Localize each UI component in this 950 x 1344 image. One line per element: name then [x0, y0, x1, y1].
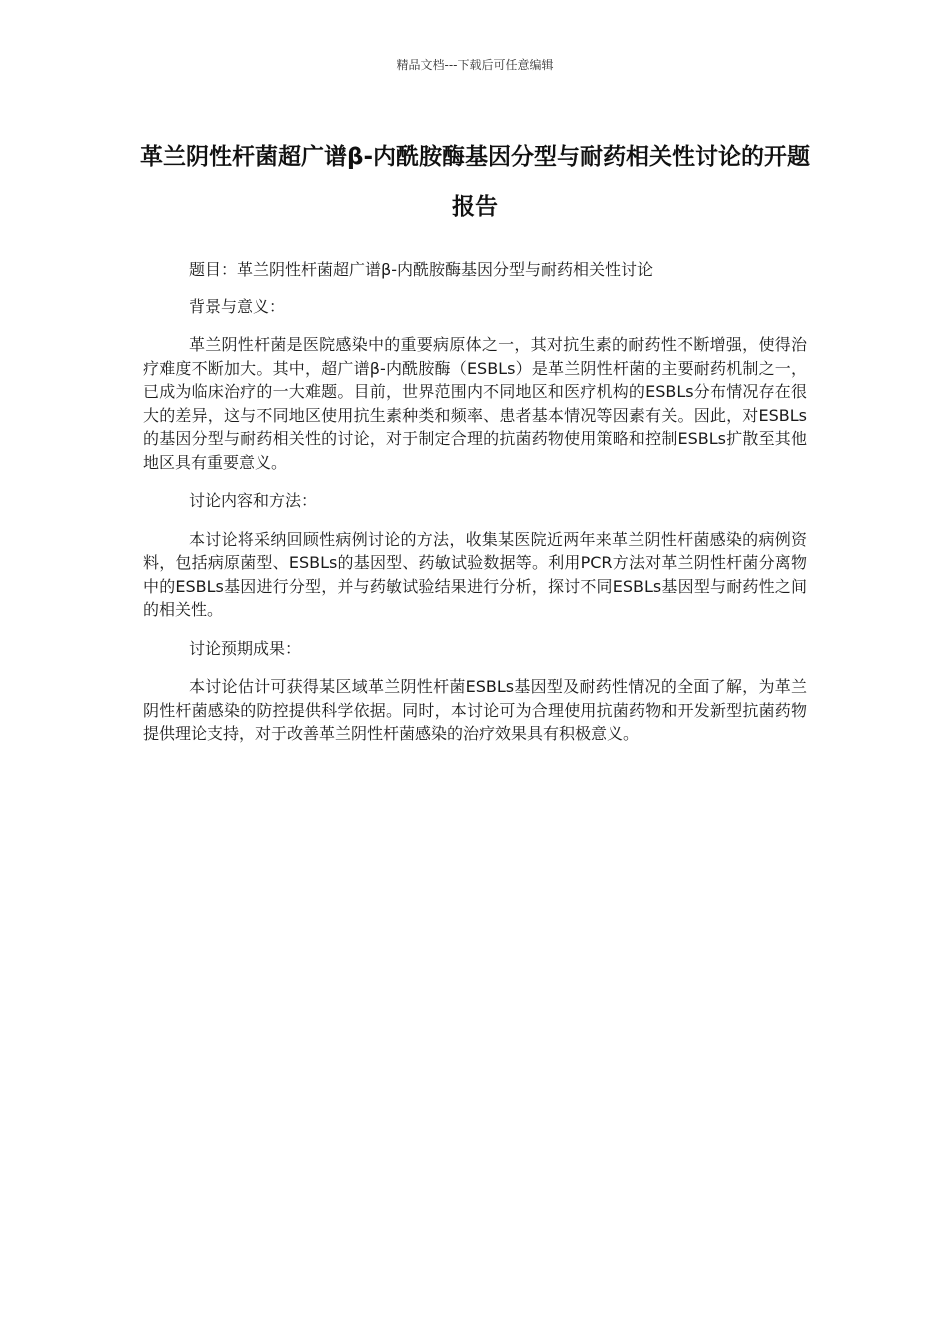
page-header: 精品文档---下载后可任意编辑 [396, 58, 554, 72]
section-body-background: 革兰阴性杆菌是医院感染中的重要病原体之一，其对抗生素的耐药性不断增强，使得治疗难度不断加大。其中，超广谱β-内酰胺酶（ESBLs）是革兰阴性杆菌的主要耐药机制之一，已成为临床治疗的一大难题。目前，世界范围内不同地区和医疗机构的ESBLs分布情况存在很大的差异，这与不同地区使用抗生素种类和频率、患者基本情况等因素有关。因此，对ESBLs的基因分型与耐药相关性的讨论，对于制定合理的抗菌药物使用策略和控制ESBLs扩散至其他地区具有重要意义。 [143, 335, 807, 472]
document-title: 革兰阴性杆菌超广谱β-内酰胺酶基因分型与耐药相关性讨论的开题报告 [140, 144, 811, 220]
section-heading-background: 背景与意义： [189, 296, 286, 316]
section-heading-methods: 讨论内容和方法： [189, 491, 318, 510]
section-heading-outcomes: 讨论预期成果： [189, 638, 302, 658]
section-body-methods: 本讨论将采纳回顾性病例讨论的方法，收集某医院近两年来革兰阴性杆菌感染的病例资料，包括病原菌型、ESBLs的基因型、药敏试验数据等。利用PCR方法对革兰阴性杆菌分离物中的ESBLs基因进行分型，并与药敏试验结果进行分析，探讨不同ESBLs基因型与耐药性之间的相关性。 [143, 529, 807, 619]
section-body-outcomes: 本讨论估计可获得某区域革兰阴性杆菌ESBLs基因型及耐药性情况的全面了解，为革兰阴性杆菌感染的防控提供科学依据。同时，本讨论可为合理使用抗菌药物和开发新型抗菌药物提供理论支持，对于改善革兰阴性杆菌感染的治疗效果具有积极意义。 [143, 677, 807, 743]
document-body [143, 258, 807, 746]
topic-line: 题目：革兰阴性杆菌超广谱β-内酰胺酶基因分型与耐药相关性讨论 [189, 260, 653, 279]
